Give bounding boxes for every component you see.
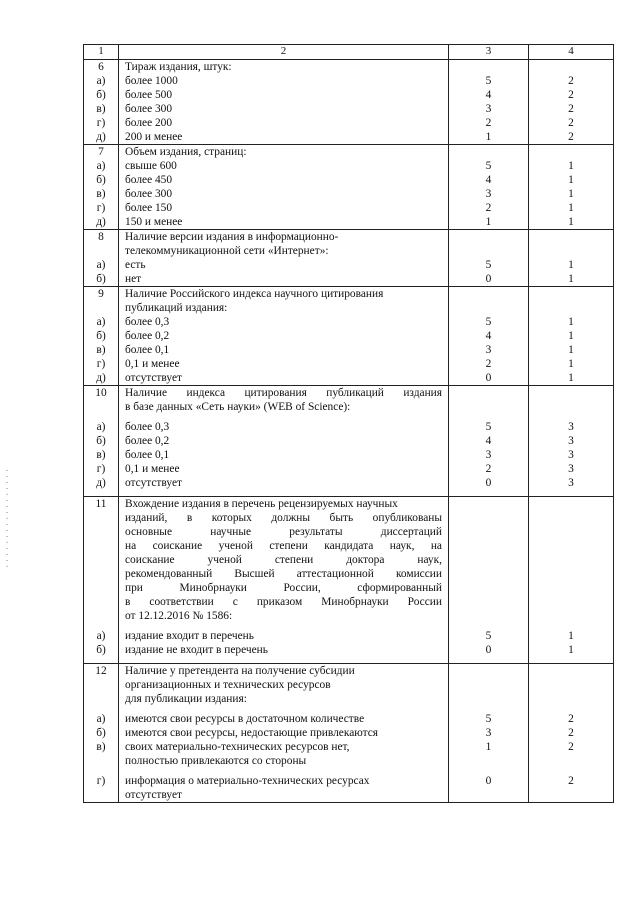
option-text-line: более 0,2 xyxy=(125,435,170,447)
option-letter: а) xyxy=(96,630,106,642)
spacer xyxy=(449,553,528,567)
option-text-line: 200 и менее xyxy=(125,131,183,143)
criterion-title-line: телекоммуникационной сети «Интернет»: xyxy=(125,245,329,257)
option-weight: 1 xyxy=(568,160,574,172)
option-letter: б) xyxy=(96,273,106,285)
option-weight: 1 xyxy=(568,630,574,642)
row-number: 6 xyxy=(98,61,104,73)
spacer xyxy=(449,657,528,663)
spacer xyxy=(449,490,528,496)
weight-cell xyxy=(529,230,614,287)
spacer xyxy=(529,497,613,511)
criterion-cell xyxy=(119,287,449,386)
option-letter: б) xyxy=(96,330,106,342)
spacer xyxy=(529,287,613,301)
option-points: 3 xyxy=(485,727,492,739)
option-weight: 1 xyxy=(568,344,574,356)
table-row-8 xyxy=(84,230,614,287)
criterion-title-line: в соответствии с приказом Минобрнауки России xyxy=(125,596,442,608)
option-weight: 2 xyxy=(568,131,574,143)
row-number-cell xyxy=(84,230,119,287)
option-text-line: более 200 xyxy=(125,117,173,129)
spacer xyxy=(529,525,613,539)
spacer xyxy=(449,678,528,692)
points-cell xyxy=(449,60,529,145)
points-cell xyxy=(449,230,529,287)
spacer xyxy=(84,788,118,802)
option-letter: б) xyxy=(96,89,106,101)
spacer xyxy=(84,511,118,525)
option-text-line: 150 и менее xyxy=(125,216,183,228)
spacer xyxy=(449,595,528,609)
option-points: 2 xyxy=(485,358,492,370)
option-text-line: более 0,3 xyxy=(125,421,170,433)
option-points: 5 xyxy=(485,160,492,172)
option-weight: 3 xyxy=(568,435,574,447)
row-number-cell xyxy=(84,664,119,803)
option-text-line: свыше 600 xyxy=(125,160,177,172)
spacer xyxy=(84,525,118,539)
option-letter: д) xyxy=(96,131,106,143)
points-cell xyxy=(449,664,529,803)
option-letter: а) xyxy=(96,75,106,87)
option-letter: в) xyxy=(96,344,106,356)
option-text-line: 0,1 и менее xyxy=(125,463,180,475)
spacer xyxy=(529,145,613,159)
option-letter: д) xyxy=(96,372,106,384)
spacer xyxy=(449,497,528,511)
option-letter: д) xyxy=(96,216,106,228)
spacer xyxy=(125,490,442,496)
option-letter: в) xyxy=(96,449,106,461)
option-weight: 2 xyxy=(568,775,574,787)
option-weight: 2 xyxy=(568,103,574,115)
criterion-title-line: рекомендованный Высшей аттестационной комиссии xyxy=(125,568,442,580)
criterion-title-line: на соискание ученой степени кандидата наук, на xyxy=(125,540,442,552)
spacer xyxy=(449,287,528,301)
option-weight: 1 xyxy=(568,216,574,228)
option-points: 5 xyxy=(485,713,492,725)
spacer xyxy=(449,145,528,159)
spacer xyxy=(529,400,613,414)
criterion-title-line: Тираж издания, штук: xyxy=(125,61,232,73)
option-text-line: более 0,1 xyxy=(125,344,170,356)
row-number: 8 xyxy=(98,231,104,243)
criterion-title-line: основные научные результаты диссертаций xyxy=(125,526,442,538)
spacer xyxy=(529,301,613,315)
option-points: 1 xyxy=(485,216,492,228)
option-letter: а) xyxy=(96,259,106,271)
weight-cell xyxy=(529,145,614,230)
option-points: 4 xyxy=(485,174,492,186)
spacer xyxy=(529,511,613,525)
weight-cell xyxy=(529,497,614,664)
spacer xyxy=(449,692,528,706)
option-weight: 3 xyxy=(568,421,574,433)
option-weight: 1 xyxy=(568,259,574,271)
option-letter: г) xyxy=(96,202,106,214)
criterion-title-line: Вхождение издания в перечень рецензируемых научных xyxy=(125,498,398,510)
option-weight: 3 xyxy=(568,463,574,475)
option-weight: 2 xyxy=(568,741,574,753)
criteria-table-body xyxy=(84,45,614,803)
option-points: 2 xyxy=(485,463,492,475)
option-points: 5 xyxy=(485,259,492,271)
header-col-4: 4 xyxy=(529,45,614,60)
option-letter: в) xyxy=(96,103,106,115)
spacer xyxy=(84,657,118,663)
row-number: 11 xyxy=(95,498,107,510)
criterion-title-line: Наличие у претендента на получение субсидии xyxy=(125,665,355,677)
row-number: 9 xyxy=(98,288,104,300)
table-row-9 xyxy=(84,287,614,386)
option-text-line: полностью привлекаются со стороны xyxy=(125,755,307,767)
option-points: 0 xyxy=(485,372,492,384)
criterion-title-line: Наличие Российского индекса научного цитирования xyxy=(125,288,384,300)
weight-cell xyxy=(529,287,614,386)
criterion-title-line: от 12.12.2016 № 1586: xyxy=(125,610,233,622)
option-text-line: более 450 xyxy=(125,174,173,186)
option-points: 5 xyxy=(485,421,492,433)
spacer xyxy=(529,595,613,609)
weight-cell xyxy=(529,386,614,497)
option-points: 2 xyxy=(485,202,492,214)
spacer xyxy=(84,595,118,609)
criterion-cell xyxy=(119,664,449,803)
criterion-cell xyxy=(119,386,449,497)
option-letter: а) xyxy=(96,160,106,172)
criterion-title-line: соискание ученой степени доктора наук, xyxy=(125,554,442,566)
option-letter: б) xyxy=(96,435,106,447)
points-cell xyxy=(449,287,529,386)
points-cell xyxy=(449,497,529,664)
option-letter: а) xyxy=(96,316,106,328)
criterion-title-line: организационных и технических ресурсов xyxy=(125,679,331,691)
option-letter: б) xyxy=(96,174,106,186)
criterion-title-line: в базе данных «Сеть науки» (WEB of Science): xyxy=(125,401,351,413)
table-row-11 xyxy=(84,497,614,664)
option-weight: 2 xyxy=(568,727,574,739)
option-letter: г) xyxy=(96,117,106,129)
option-text-line: более 300 xyxy=(125,188,173,200)
option-text-line: отсутствует xyxy=(125,477,182,489)
criterion-cell xyxy=(119,230,449,287)
option-text-line: своих материально-технических ресурсов нет, xyxy=(125,741,350,753)
spacer xyxy=(449,244,528,258)
spacer xyxy=(449,400,528,414)
spacer xyxy=(529,657,613,663)
option-text-line: нет xyxy=(125,273,142,285)
row-number: 10 xyxy=(95,387,107,399)
criterion-cell xyxy=(119,145,449,230)
option-letter: а) xyxy=(96,713,106,725)
option-weight: 3 xyxy=(568,449,574,461)
option-letter: в) xyxy=(96,188,106,200)
option-letter: б) xyxy=(96,727,106,739)
points-cell xyxy=(449,145,529,230)
spacer xyxy=(449,754,528,768)
spacer xyxy=(529,664,613,678)
weight-cell xyxy=(529,664,614,803)
option-text-line: более 1000 xyxy=(125,75,178,87)
option-points: 4 xyxy=(485,435,492,447)
spacer xyxy=(529,581,613,595)
option-weight: 2 xyxy=(568,117,574,129)
row-number-cell xyxy=(84,287,119,386)
table-row-12 xyxy=(84,664,614,803)
criterion-title-line: для публикации издания: xyxy=(125,693,247,705)
option-points: 5 xyxy=(485,75,492,87)
spacer xyxy=(125,657,442,663)
option-points: 5 xyxy=(485,630,492,642)
criterion-title-line: Объем издания, страниц: xyxy=(125,146,247,158)
option-points: 0 xyxy=(485,775,492,787)
spacer xyxy=(84,301,118,315)
spacer xyxy=(449,609,528,623)
spacer xyxy=(84,244,118,258)
spacer xyxy=(84,754,118,768)
option-text-line: отсутствует xyxy=(125,372,182,384)
row-number-cell xyxy=(84,60,119,145)
option-points: 3 xyxy=(485,188,492,200)
header-col-1: 1 xyxy=(84,45,119,60)
row-number-cell xyxy=(84,497,119,664)
option-weight: 1 xyxy=(568,202,574,214)
criterion-title-line: Наличие индекса цитирования публикаций издания xyxy=(125,387,442,399)
criteria-table xyxy=(83,44,614,803)
option-points: 0 xyxy=(485,477,492,489)
option-points: 4 xyxy=(485,89,492,101)
option-text-line: есть xyxy=(125,259,146,271)
option-weight: 3 xyxy=(568,477,574,489)
spacer xyxy=(84,567,118,581)
option-weight: 1 xyxy=(568,188,574,200)
criterion-title-line: публикаций издания: xyxy=(125,302,228,314)
spacer xyxy=(449,664,528,678)
option-points: 2 xyxy=(485,117,492,129)
option-points: 4 xyxy=(485,330,492,342)
criterion-title-line: Наличие версии издания в информационно- xyxy=(125,231,339,243)
spacer xyxy=(84,692,118,706)
option-points: 0 xyxy=(485,273,492,285)
spacer xyxy=(529,553,613,567)
option-points: 3 xyxy=(485,344,492,356)
option-text-line: имеются свои ресурсы в достаточном количестве xyxy=(125,713,365,725)
option-text-line: более 0,3 xyxy=(125,316,170,328)
spacer xyxy=(84,609,118,623)
option-weight: 1 xyxy=(568,358,574,370)
row-number: 7 xyxy=(98,146,104,158)
option-letter: д) xyxy=(96,477,106,489)
option-text-line: более 500 xyxy=(125,89,173,101)
option-points: 3 xyxy=(485,449,492,461)
option-text-line: 0,1 и менее xyxy=(125,358,180,370)
option-text-line: информация о материально-технических ресурсах xyxy=(125,775,370,787)
spacer xyxy=(529,60,613,74)
criterion-cell xyxy=(119,497,449,664)
header-col-3: 3 xyxy=(449,45,529,60)
row-number: 12 xyxy=(95,665,107,677)
row-number-cell xyxy=(84,145,119,230)
spacer xyxy=(449,60,528,74)
option-points: 0 xyxy=(485,644,492,656)
spacer xyxy=(529,788,613,802)
option-text-line: издание не входит в перечень xyxy=(125,644,268,656)
option-letter: г) xyxy=(96,463,106,475)
option-text-line: отсутствует xyxy=(125,789,182,801)
option-text-line: более 150 xyxy=(125,202,173,214)
criterion-cell xyxy=(119,60,449,145)
option-weight: 1 xyxy=(568,330,574,342)
spacer xyxy=(84,539,118,553)
option-weight: 1 xyxy=(568,644,574,656)
criterion-title-line: изданий, в которых должны быть опубликованы xyxy=(125,512,442,524)
spacer xyxy=(449,567,528,581)
option-weight: 1 xyxy=(568,372,574,384)
option-weight: 1 xyxy=(568,174,574,186)
option-points: 1 xyxy=(485,741,492,753)
option-weight: 2 xyxy=(568,89,574,101)
option-letter: а) xyxy=(96,421,106,433)
option-letter: г) xyxy=(96,358,106,370)
spacer xyxy=(529,678,613,692)
option-text-line: более 0,1 xyxy=(125,449,170,461)
spacer xyxy=(84,678,118,692)
option-text-line: более 0,2 xyxy=(125,330,170,342)
option-points: 5 xyxy=(485,316,492,328)
spacer xyxy=(529,754,613,768)
option-weight: 2 xyxy=(568,713,574,725)
table-row-6 xyxy=(84,60,614,145)
option-weight: 2 xyxy=(568,75,574,87)
spacer xyxy=(529,539,613,553)
scan-edge-marks xyxy=(6,470,8,570)
spacer xyxy=(84,581,118,595)
row-number-cell xyxy=(84,386,119,497)
spacer xyxy=(449,511,528,525)
spacer xyxy=(449,581,528,595)
option-letter: г) xyxy=(96,775,106,787)
points-cell xyxy=(449,386,529,497)
spacer xyxy=(529,244,613,258)
weight-cell xyxy=(529,60,614,145)
spacer xyxy=(449,539,528,553)
spacer xyxy=(529,386,613,400)
spacer xyxy=(529,490,613,496)
spacer xyxy=(449,301,528,315)
option-text-line: более 300 xyxy=(125,103,173,115)
option-text-line: издание входит в перечень xyxy=(125,630,254,642)
spacer xyxy=(449,788,528,802)
spacer xyxy=(449,230,528,244)
option-letter: в) xyxy=(96,741,106,753)
spacer xyxy=(84,490,118,496)
option-weight: 1 xyxy=(568,273,574,285)
spacer xyxy=(449,386,528,400)
table-header-row xyxy=(84,45,614,60)
table-row-10 xyxy=(84,386,614,497)
option-text-line: имеются свои ресурсы, недостающие привлекаются xyxy=(125,727,379,739)
spacer xyxy=(84,553,118,567)
header-col-2: 2 xyxy=(119,45,449,60)
option-points: 1 xyxy=(485,131,492,143)
spacer xyxy=(529,692,613,706)
spacer xyxy=(449,525,528,539)
spacer xyxy=(84,400,118,414)
table-row-7 xyxy=(84,145,614,230)
criterion-title-line: при Минобрнауки России, сформированный xyxy=(125,582,442,594)
spacer xyxy=(529,609,613,623)
option-weight: 1 xyxy=(568,316,574,328)
option-points: 3 xyxy=(485,103,492,115)
criteria-table-page xyxy=(83,44,599,803)
spacer xyxy=(529,567,613,581)
spacer xyxy=(529,230,613,244)
option-letter: б) xyxy=(96,644,106,656)
